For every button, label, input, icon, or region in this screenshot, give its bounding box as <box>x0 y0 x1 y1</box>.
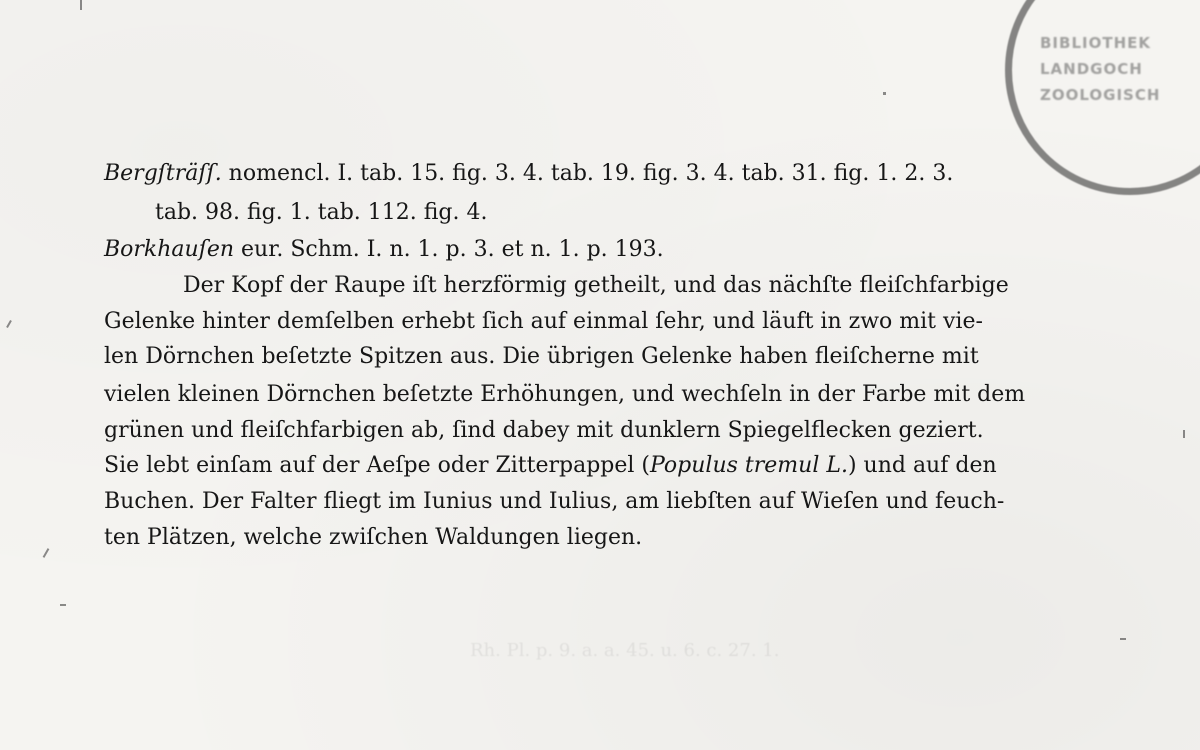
paragraph-line-6-start: Sie lebt einſam auf der Aeſpe oder Zitterpappel ( <box>104 453 651 478</box>
paragraph-line-1: Der Kopf der Raupe iſt herzförmig getheilt, und das nächſte fleiſchfarbige <box>183 273 1009 298</box>
library-stamp-text <box>1040 30 1200 108</box>
paragraph-line-8: ten Plätzen, welche zwiſchen Waldungen liegen. <box>104 525 643 550</box>
paragraph-line-3: len Dörnchen beſetzte Spitzen aus. Die übrigen Gelenke haben fleiſcherne mit <box>104 344 979 369</box>
stamp-line-1: BIBLIOTHEK <box>1040 34 1151 52</box>
speck <box>1183 430 1185 438</box>
reference-line-1-text: nomencl. I. tab. 15. fig. 3. 4. tab. 19. fig. 3. 4. tab. 31. fig. 1. 2. 3. <box>221 161 954 186</box>
author-bergstraesser: Bergſträſſ. <box>104 161 222 186</box>
paragraph-line-2: Gelenke hinter demſelben erhebt ſich auf einmal ſehr, und läuft in zwo mit vie- <box>104 309 983 334</box>
speck <box>43 548 50 558</box>
reference-line-2: tab. 98. fig. 1. tab. 112. fig. 4. <box>155 200 488 225</box>
reference-line-1 <box>104 160 953 188</box>
stamp-line-2: LANDGOCH <box>1040 60 1143 78</box>
species-name: Populus tremul L. <box>650 453 848 478</box>
paragraph-line-4: vielen kleinen Dörnchen beſetzte Erhöhungen, und wechſeln in der Farbe mit dem <box>104 382 1026 407</box>
paragraph-line-6-end: ) und auf den <box>847 453 997 478</box>
speck <box>883 92 886 95</box>
stamp-line-3: ZOOLOGISCH <box>1040 86 1161 104</box>
bleed-through-text: Rh. Pl. p. 9. a. a. 45. u. 6. c. 27. 1. <box>470 640 780 661</box>
reference-line-3-text: eur. Schm. I. n. 1. p. 3. et n. 1. p. 193. <box>234 237 664 262</box>
speck <box>80 0 82 10</box>
speck <box>1120 638 1126 640</box>
paragraph-line-6 <box>104 452 997 480</box>
reference-line-3 <box>104 236 664 264</box>
author-borkhausen: Borkhauſen <box>104 237 235 262</box>
speck <box>60 604 66 606</box>
speck <box>6 320 12 328</box>
paragraph-line-7: Buchen. Der Falter fliegt im Iunius und Iulius, am liebſten auf Wieſen und feuch- <box>104 489 1005 514</box>
paragraph-line-5: grünen und fleiſchfarbigen ab, ſind dabey mit dunklern Spiegelflecken geziert. <box>104 418 984 443</box>
